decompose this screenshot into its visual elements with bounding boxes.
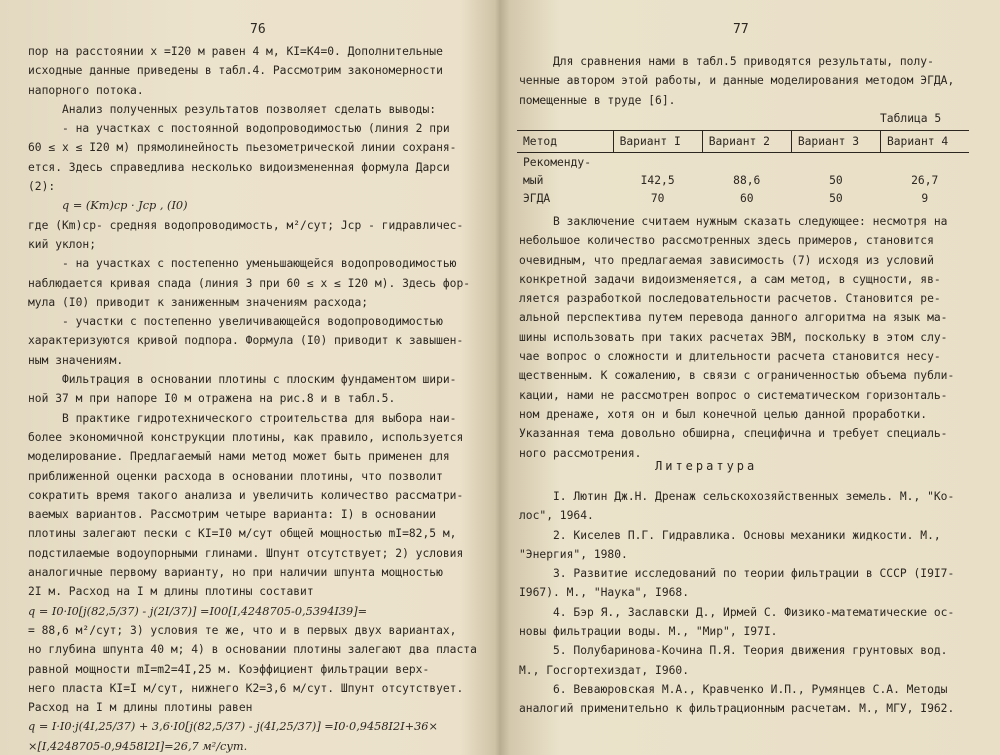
text-line: помещенные в труде [6].	[519, 93, 676, 107]
text-line: кации, нами не рассмотрен вопрос о систематическом горизонталь-	[519, 388, 948, 402]
text-line: - на участках с постепенно уменьшающейся водопроводимостью	[62, 257, 457, 271]
text-line: - на участках с постоянной водопроводимостью (линия 2 при	[62, 122, 450, 136]
formula-line: q = I·I0·j(4I,25/37) + 3,6·I0[j(82,5/37) - j(4I,25/37)] =I0·0,9458I2I+36×	[28, 720, 438, 734]
table-cell-value: 60	[739, 191, 754, 205]
reference-line: 2. Киселев П.Г. Гидравлика. Основы механики жидкости. М.,	[553, 528, 941, 542]
text-line: исходные данные приведены в табл.4. Рассмотрим закономерности	[28, 64, 443, 78]
text-line: чае вопрос о сложности и длительности расчета становится несу-	[519, 350, 941, 364]
text-line: ной 37 м при напоре I0 м отражена на рис.8 и в табл.5.	[28, 392, 396, 406]
formula-line: q = (Km)ср · Jср , (I0)	[62, 199, 188, 213]
table-header-row	[517, 131, 969, 153]
text-line: щественным. К сожалению, в связи с ограниченностью объема публи-	[519, 369, 955, 383]
reference-line: I967). М., "Наука", I968.	[519, 586, 690, 600]
text-line: сократить время такого анализа и увеличить количество рассматри-	[28, 488, 464, 502]
reference-line: аналогий применительно к фильтрационным расчетам. М., МГУ, I962.	[519, 702, 955, 716]
text-line: В заключение считаем нужным сказать следующее: несмотря на	[553, 215, 948, 228]
text-line: ваемых вариантов. Рассмотрим четыре варианта: I) в основании	[28, 508, 437, 522]
right-body-text	[519, 212, 981, 463]
reference-line: I. Лютин Дж.Н. Дренаж сельскохозяйственных земель. М., "Ко-	[553, 490, 955, 503]
formula-line: q = I0·I0[j(82,5/37) - j(2I/37)] =I00[I,4248705-0,5394I39]=	[28, 604, 368, 618]
right-intro-text	[519, 52, 981, 110]
reference-line: 3. Развитие исследований по теории фильтрации в СССР (I9I7-	[553, 567, 955, 581]
text-line: равной мощности mI=m2=4I,25 м. Коэффициент фильтрации верх-	[28, 662, 430, 676]
table-cell-value: 88,6	[733, 173, 761, 187]
reference-item	[519, 641, 989, 680]
table-header-cell: Вариант I	[613, 131, 702, 153]
table-header-cell: Вариант 4	[880, 131, 969, 153]
table-row	[517, 189, 969, 207]
text-line: Для сравнения нами в табл.5 приводятся результаты, полу-	[553, 55, 934, 68]
right-page	[505, 0, 1000, 755]
table-cell-value: 70	[650, 191, 665, 205]
page-number-right: 77	[733, 22, 749, 37]
table-cell-method: мый	[523, 173, 544, 187]
reference-line: 5. Полубаринова-Кочина П.Я. Теория движения грунтовых вод.	[553, 644, 948, 658]
reference-item	[519, 680, 989, 719]
reference-line: новы фильтрации воды. М., "Мир", I97I.	[519, 625, 778, 639]
text-line: конкретной задачи видоизменяется, а сам метод, в сущности, яв-	[519, 272, 941, 286]
text-line: моделирование. Предлагаемый нами метод может быть применен для	[28, 450, 450, 464]
reference-line: 6. Веваюровская М.А., Кравченко И.П., Румянцев С.А. Методы	[553, 682, 948, 696]
text-line: приближенной оценки расхода в основании плотины, что позволит	[28, 469, 443, 483]
page-number-left: 76	[250, 22, 266, 37]
left-page	[0, 0, 495, 755]
table-cell-value: 50	[829, 173, 843, 187]
table-header-cell: Вариант 2	[702, 131, 791, 153]
table-cell-value: 50	[829, 191, 843, 205]
table-cell-method: ЭГДА	[523, 191, 551, 205]
text-line: ном дренаже, хотя он и был конечной целью данной проработки.	[519, 407, 928, 421]
text-line: аналогичные первому варианту, но при наличии шпунта мощностью	[28, 566, 443, 580]
text-line: 60 ≤ x ≤ I20 м) прямолинейность пьезометрической линии сохраня-	[28, 141, 457, 155]
text-line: ется. Здесь справедлива несколько видоизмененная формула Дарси	[28, 160, 450, 174]
reference-item	[519, 526, 989, 565]
formula-line: ×[I,4248705-0,9458I2I]=26,7 м²/сут.	[28, 739, 248, 753]
text-line: шины использовать при таких расчетах ЭВМ, поскольку в этом слу-	[519, 330, 948, 344]
text-line: кий уклон;	[28, 237, 97, 251]
text-line: ляется разработкой последовательности расчетов. Становится ре-	[519, 292, 941, 306]
text-line: Расход на I м длины плотины равен	[28, 701, 253, 715]
text-line: него пласта KI=I м/сут, нижнего K2=3,6 м/сут. Шпунт отсутствует.	[28, 681, 464, 695]
text-line: Фильтрация в основании плотины с плоским фундаментом шири-	[62, 373, 457, 387]
table-cell-value: 9	[921, 191, 929, 205]
text-line: ным значениям.	[28, 353, 124, 367]
reference-line: 4. Бэр Я., Заславски Д., Ирмей С. Физико-математические ос-	[553, 605, 955, 619]
table-cell-value: I42,5	[640, 173, 675, 187]
literature-title: Литература	[655, 459, 758, 473]
table-cell-value: 26,7	[911, 173, 939, 187]
text-line: очевидным, что предлагаемая зависимость (7) исходя из условий	[519, 253, 934, 267]
text-line: В практике гидротехнического строительства для выбора наи-	[62, 411, 457, 425]
text-line: альной перспектива путем перевода данного алгоритма на язык ма-	[519, 311, 948, 325]
table-row	[517, 153, 969, 172]
text-line: подстилаемые водоупорными глинами. Шпунт отсутствует; 2) условия	[28, 546, 464, 560]
text-line: 2I м. Расход на I м длины плотины составит	[28, 585, 314, 599]
text-line: напорного потока.	[28, 83, 144, 97]
text-line: Анализ полученных результатов позволяет сделать выводы:	[62, 102, 437, 116]
text-line: ченные автором этой работы, и данные моделирования методом ЭГДА,	[519, 74, 955, 88]
table-row	[517, 171, 969, 189]
table-header-cell: Вариант 3	[791, 131, 880, 153]
reference-list	[519, 487, 989, 719]
table-caption: Таблица 5	[880, 112, 942, 125]
table-cell-method: Рекоменду-	[523, 155, 592, 169]
reference-item	[519, 564, 989, 603]
reference-line: "Энергия", 1980.	[519, 547, 628, 561]
text-line: Указанная тема довольно обширна, специфична и требует специаль-	[519, 427, 948, 441]
text-line: - участки с постепенно увеличивающейся водопроводимостью	[62, 315, 443, 329]
reference-item	[519, 603, 989, 642]
text-line: более экономичной конструкции плотины, как правило, используется	[28, 430, 464, 444]
reference-line: М., Госгортехиздат, I960.	[519, 663, 690, 677]
text-line: = 88,6 м²/сут; 3) условия те же, что и в первых двух вариантах,	[28, 623, 457, 637]
reference-item	[519, 487, 989, 526]
text-line: где (Km)ср- средняя водопроводимость, м²/сут; Jср - гидравличес-	[28, 218, 464, 232]
table-header-cell: Метод	[517, 131, 613, 153]
text-line: характеризуются кривой подпора. Формула (I0) приводит к завышен-	[28, 334, 464, 348]
text-line: но глубина шпунта 40 м; 4) в основании плотины залегают два пласта	[28, 643, 477, 657]
reference-line: лос", 1964.	[519, 509, 594, 523]
text-line: (2):	[28, 180, 56, 194]
text-line: мула (I0) приводит к заниженным значениям расхода;	[28, 295, 369, 309]
text-line: наблюдается кривая спада (линия 3 при 60 ≤ x ≤ I20 м). Здесь фор-	[28, 276, 471, 290]
text-line: ного рассмотрения.	[519, 446, 642, 460]
text-line: пор на расстоянии x =I20 м равен 4 м, KI=K4=0. Дополнительные	[28, 45, 443, 58]
left-page-text	[28, 42, 480, 755]
text-line: небольшое количество рассмотренных здесь примеров, становится	[519, 234, 934, 248]
text-line: плотины залегают пески с KI=I0 м/сут общей мощностью mI=82,5 м,	[28, 527, 457, 541]
results-table	[517, 130, 969, 207]
